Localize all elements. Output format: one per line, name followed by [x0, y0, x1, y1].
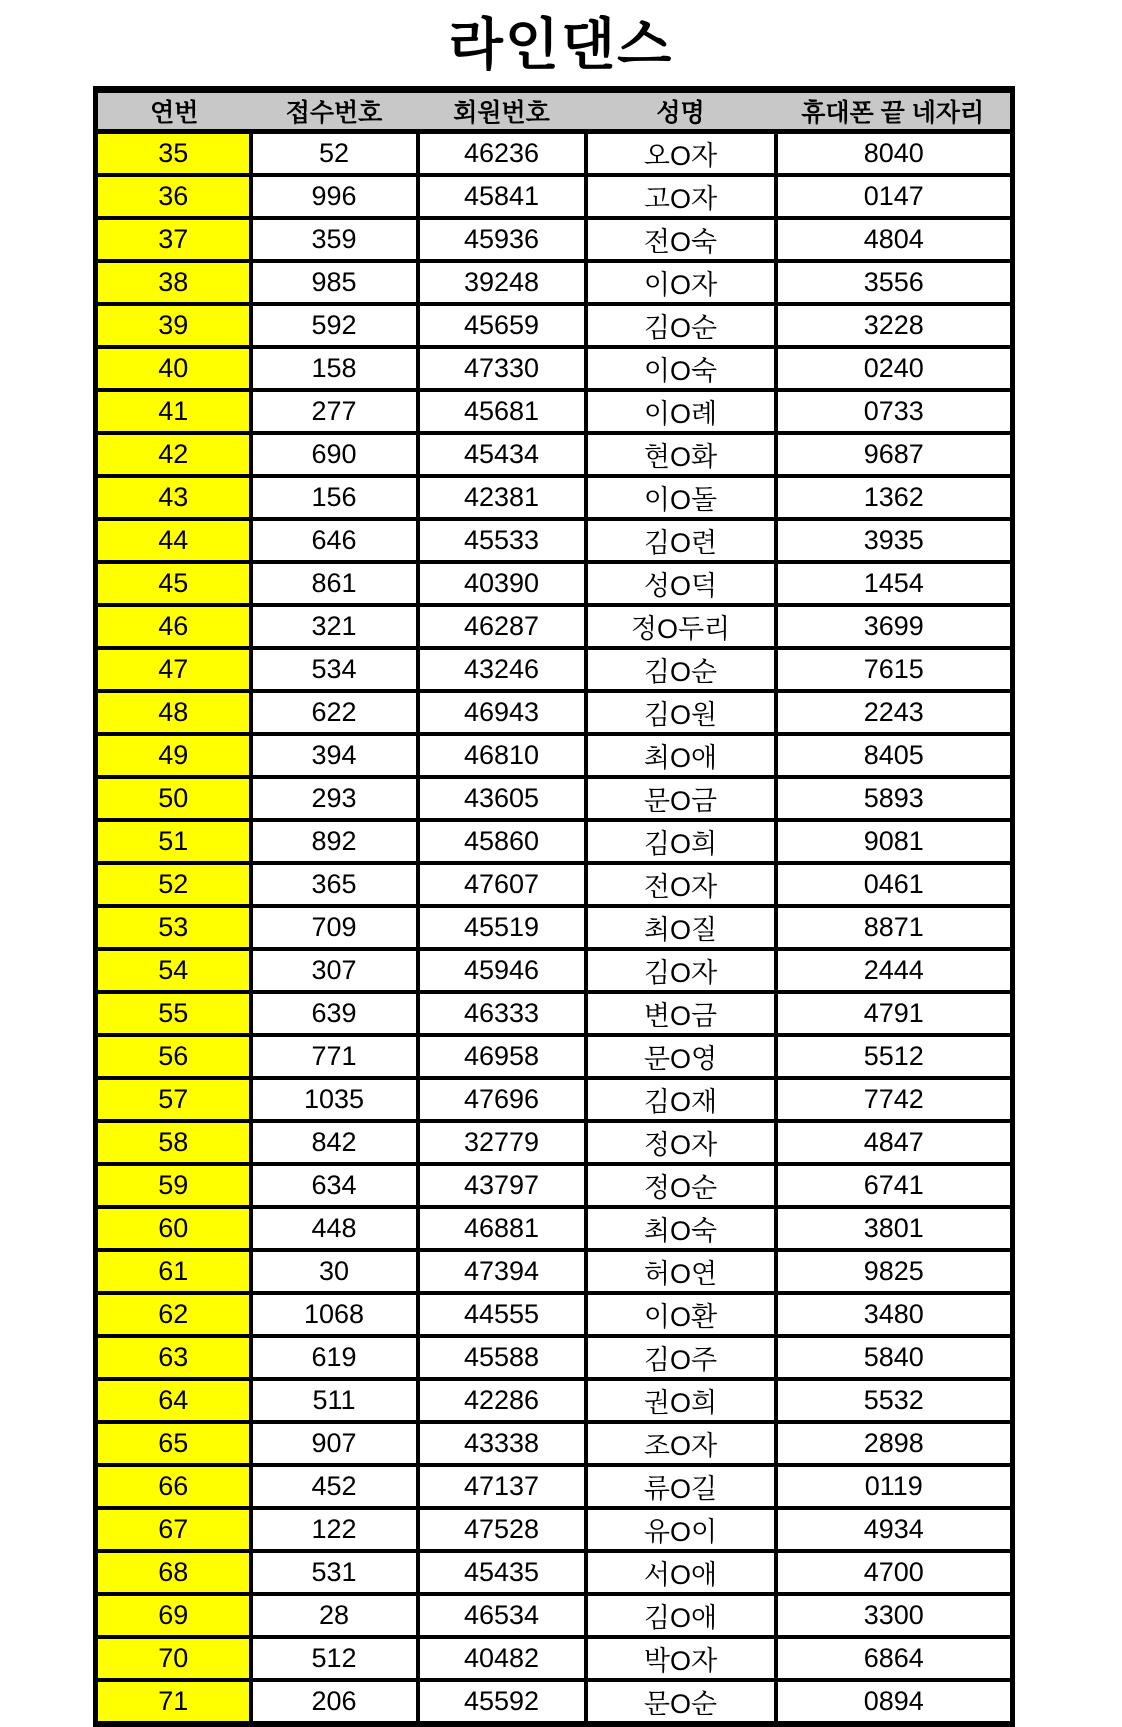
- receipt-no-cell: 907: [251, 1422, 418, 1465]
- member-no-cell: 32779: [418, 1121, 586, 1164]
- phone-last4-cell: 2444: [776, 949, 1013, 992]
- name-cell: 김O순: [586, 304, 776, 347]
- name-cell: 오O자: [586, 131, 776, 175]
- serial-cell: 35: [96, 131, 251, 175]
- receipt-no-cell: 619: [251, 1336, 418, 1379]
- serial-cell: 51: [96, 820, 251, 863]
- name-cell: 이O환: [586, 1293, 776, 1336]
- table-row: [96, 906, 1013, 949]
- phone-last4-cell: 0240: [776, 347, 1013, 390]
- table-row: [96, 992, 1013, 1035]
- receipt-no-cell: 28: [251, 1594, 418, 1637]
- phone-last4-cell: 4791: [776, 992, 1013, 1035]
- phone-last4-cell: 3935: [776, 519, 1013, 562]
- name-cell: 성O덕: [586, 562, 776, 605]
- receipt-no-cell: 158: [251, 347, 418, 390]
- member-no-cell: 45592: [418, 1680, 586, 1724]
- name-cell: 문O금: [586, 777, 776, 820]
- serial-cell: 59: [96, 1164, 251, 1207]
- phone-last4-cell: 0461: [776, 863, 1013, 906]
- header-member-no: 회원번호: [418, 89, 586, 131]
- phone-last4-cell: 0894: [776, 1680, 1013, 1724]
- roster-table: [93, 86, 1015, 1727]
- phone-last4-cell: 9687: [776, 433, 1013, 476]
- member-no-cell: 40390: [418, 562, 586, 605]
- table-row: [96, 1551, 1013, 1594]
- serial-cell: 50: [96, 777, 251, 820]
- receipt-no-cell: 448: [251, 1207, 418, 1250]
- phone-last4-cell: 7742: [776, 1078, 1013, 1121]
- phone-last4-cell: 3228: [776, 304, 1013, 347]
- table-row: [96, 131, 1013, 175]
- name-cell: 김O애: [586, 1594, 776, 1637]
- serial-cell: 46: [96, 605, 251, 648]
- phone-last4-cell: 4847: [776, 1121, 1013, 1164]
- receipt-no-cell: 122: [251, 1508, 418, 1551]
- phone-last4-cell: 3801: [776, 1207, 1013, 1250]
- name-cell: 고O자: [586, 175, 776, 218]
- table-row: [96, 605, 1013, 648]
- name-cell: 이O돌: [586, 476, 776, 519]
- table-row: [96, 1336, 1013, 1379]
- name-cell: 이O례: [586, 390, 776, 433]
- member-no-cell: 45533: [418, 519, 586, 562]
- name-cell: 김O주: [586, 1336, 776, 1379]
- table-row: [96, 1207, 1013, 1250]
- phone-last4-cell: 0119: [776, 1465, 1013, 1508]
- table-row: [96, 1594, 1013, 1637]
- serial-cell: 44: [96, 519, 251, 562]
- receipt-no-cell: 156: [251, 476, 418, 519]
- name-cell: 유O이: [586, 1508, 776, 1551]
- table-row: [96, 261, 1013, 304]
- serial-cell: 41: [96, 390, 251, 433]
- receipt-no-cell: 996: [251, 175, 418, 218]
- table-row: [96, 1508, 1013, 1551]
- phone-last4-cell: 8405: [776, 734, 1013, 777]
- table-row: [96, 863, 1013, 906]
- name-cell: 정O두리: [586, 605, 776, 648]
- phone-last4-cell: 4934: [776, 1508, 1013, 1551]
- table-row: [96, 1078, 1013, 1121]
- table-row: [96, 1379, 1013, 1422]
- phone-last4-cell: 6741: [776, 1164, 1013, 1207]
- phone-last4-cell: 1362: [776, 476, 1013, 519]
- serial-cell: 66: [96, 1465, 251, 1508]
- name-cell: 김O련: [586, 519, 776, 562]
- receipt-no-cell: 321: [251, 605, 418, 648]
- phone-last4-cell: 3699: [776, 605, 1013, 648]
- member-no-cell: 45860: [418, 820, 586, 863]
- receipt-no-cell: 359: [251, 218, 418, 261]
- receipt-no-cell: 293: [251, 777, 418, 820]
- serial-cell: 53: [96, 906, 251, 949]
- serial-cell: 55: [96, 992, 251, 1035]
- table-row: [96, 433, 1013, 476]
- serial-cell: 60: [96, 1207, 251, 1250]
- name-cell: 이O숙: [586, 347, 776, 390]
- name-cell: 권O희: [586, 1379, 776, 1422]
- header-row: [96, 89, 1013, 131]
- phone-last4-cell: 5512: [776, 1035, 1013, 1078]
- table-row: [96, 562, 1013, 605]
- serial-cell: 57: [96, 1078, 251, 1121]
- receipt-no-cell: 639: [251, 992, 418, 1035]
- serial-cell: 62: [96, 1293, 251, 1336]
- member-no-cell: 46943: [418, 691, 586, 734]
- name-cell: 변O금: [586, 992, 776, 1035]
- receipt-no-cell: 892: [251, 820, 418, 863]
- name-cell: 문O영: [586, 1035, 776, 1078]
- serial-cell: 61: [96, 1250, 251, 1293]
- serial-cell: 67: [96, 1508, 251, 1551]
- serial-cell: 65: [96, 1422, 251, 1465]
- serial-cell: 40: [96, 347, 251, 390]
- member-no-cell: 45936: [418, 218, 586, 261]
- receipt-no-cell: 592: [251, 304, 418, 347]
- name-cell: 최O애: [586, 734, 776, 777]
- phone-last4-cell: 3300: [776, 1594, 1013, 1637]
- member-no-cell: 45434: [418, 433, 586, 476]
- phone-last4-cell: 3556: [776, 261, 1013, 304]
- name-cell: 최O숙: [586, 1207, 776, 1250]
- phone-last4-cell: 2243: [776, 691, 1013, 734]
- table-row: [96, 691, 1013, 734]
- member-no-cell: 45681: [418, 390, 586, 433]
- receipt-no-cell: 1035: [251, 1078, 418, 1121]
- receipt-no-cell: 531: [251, 1551, 418, 1594]
- serial-cell: 56: [96, 1035, 251, 1078]
- serial-cell: 42: [96, 433, 251, 476]
- header-phone-last4: 휴대폰 끝 네자리: [776, 89, 1013, 131]
- member-no-cell: 42381: [418, 476, 586, 519]
- member-no-cell: 45659: [418, 304, 586, 347]
- table-row: [96, 1465, 1013, 1508]
- table-row: [96, 1637, 1013, 1680]
- phone-last4-cell: 4804: [776, 218, 1013, 261]
- receipt-no-cell: 771: [251, 1035, 418, 1078]
- table-row: [96, 390, 1013, 433]
- member-no-cell: 47607: [418, 863, 586, 906]
- serial-cell: 69: [96, 1594, 251, 1637]
- table-row: [96, 175, 1013, 218]
- serial-cell: 38: [96, 261, 251, 304]
- table-row: [96, 734, 1013, 777]
- name-cell: 김O순: [586, 648, 776, 691]
- phone-last4-cell: 5840: [776, 1336, 1013, 1379]
- phone-last4-cell: 8871: [776, 906, 1013, 949]
- member-no-cell: 43338: [418, 1422, 586, 1465]
- table-row: [96, 519, 1013, 562]
- name-cell: 조O자: [586, 1422, 776, 1465]
- member-no-cell: 42286: [418, 1379, 586, 1422]
- header-serial: 연번: [96, 89, 251, 131]
- phone-last4-cell: 9081: [776, 820, 1013, 863]
- member-no-cell: 45519: [418, 906, 586, 949]
- receipt-no-cell: 646: [251, 519, 418, 562]
- table-row: [96, 304, 1013, 347]
- serial-cell: 45: [96, 562, 251, 605]
- receipt-no-cell: 634: [251, 1164, 418, 1207]
- member-no-cell: 47330: [418, 347, 586, 390]
- serial-cell: 71: [96, 1680, 251, 1724]
- serial-cell: 49: [96, 734, 251, 777]
- receipt-no-cell: 394: [251, 734, 418, 777]
- name-cell: 최O질: [586, 906, 776, 949]
- name-cell: 김O재: [586, 1078, 776, 1121]
- phone-last4-cell: 1454: [776, 562, 1013, 605]
- member-no-cell: 43246: [418, 648, 586, 691]
- member-no-cell: 46287: [418, 605, 586, 648]
- header-receipt-no: 접수번호: [251, 89, 418, 131]
- receipt-no-cell: 206: [251, 1680, 418, 1724]
- phone-last4-cell: 6864: [776, 1637, 1013, 1680]
- receipt-no-cell: 534: [251, 648, 418, 691]
- member-no-cell: 43605: [418, 777, 586, 820]
- phone-last4-cell: 0733: [776, 390, 1013, 433]
- table-row: [96, 820, 1013, 863]
- member-no-cell: 45841: [418, 175, 586, 218]
- serial-cell: 47: [96, 648, 251, 691]
- receipt-no-cell: 861: [251, 562, 418, 605]
- receipt-no-cell: 307: [251, 949, 418, 992]
- header-name: 성명: [586, 89, 776, 131]
- table-row: [96, 648, 1013, 691]
- member-no-cell: 46333: [418, 992, 586, 1035]
- receipt-no-cell: 452: [251, 1465, 418, 1508]
- table-row: [96, 949, 1013, 992]
- serial-cell: 52: [96, 863, 251, 906]
- name-cell: 김O자: [586, 949, 776, 992]
- receipt-no-cell: 277: [251, 390, 418, 433]
- receipt-no-cell: 30: [251, 1250, 418, 1293]
- phone-last4-cell: 5893: [776, 777, 1013, 820]
- serial-cell: 63: [96, 1336, 251, 1379]
- receipt-no-cell: 709: [251, 906, 418, 949]
- receipt-no-cell: 622: [251, 691, 418, 734]
- receipt-no-cell: 690: [251, 433, 418, 476]
- receipt-no-cell: 985: [251, 261, 418, 304]
- name-cell: 허O연: [586, 1250, 776, 1293]
- member-no-cell: 47696: [418, 1078, 586, 1121]
- serial-cell: 37: [96, 218, 251, 261]
- phone-last4-cell: 5532: [776, 1379, 1013, 1422]
- name-cell: 전O숙: [586, 218, 776, 261]
- table-row: [96, 1164, 1013, 1207]
- serial-cell: 39: [96, 304, 251, 347]
- receipt-no-cell: 1068: [251, 1293, 418, 1336]
- table-row: [96, 1293, 1013, 1336]
- member-no-cell: 46236: [418, 131, 586, 175]
- serial-cell: 68: [96, 1551, 251, 1594]
- serial-cell: 64: [96, 1379, 251, 1422]
- table-row: [96, 1121, 1013, 1164]
- phone-last4-cell: 3480: [776, 1293, 1013, 1336]
- table-row: [96, 347, 1013, 390]
- name-cell: 김O희: [586, 820, 776, 863]
- page-title: 라인댄스: [448, 13, 674, 76]
- table-row: [96, 476, 1013, 519]
- receipt-no-cell: 511: [251, 1379, 418, 1422]
- member-no-cell: 47137: [418, 1465, 586, 1508]
- phone-last4-cell: 2898: [776, 1422, 1013, 1465]
- member-no-cell: 45588: [418, 1336, 586, 1379]
- phone-last4-cell: 4700: [776, 1551, 1013, 1594]
- member-no-cell: 40482: [418, 1637, 586, 1680]
- serial-cell: 54: [96, 949, 251, 992]
- member-no-cell: 39248: [418, 261, 586, 304]
- table-row: [96, 1680, 1013, 1724]
- table-body: [96, 131, 1013, 1724]
- table-row: [96, 1422, 1013, 1465]
- table-row: [96, 1035, 1013, 1078]
- member-no-cell: 46958: [418, 1035, 586, 1078]
- table-row: [96, 218, 1013, 261]
- member-no-cell: 46881: [418, 1207, 586, 1250]
- member-no-cell: 45435: [418, 1551, 586, 1594]
- phone-last4-cell: 7615: [776, 648, 1013, 691]
- phone-last4-cell: 8040: [776, 131, 1013, 175]
- serial-cell: 43: [96, 476, 251, 519]
- receipt-no-cell: 512: [251, 1637, 418, 1680]
- member-no-cell: 43797: [418, 1164, 586, 1207]
- name-cell: 정O자: [586, 1121, 776, 1164]
- member-no-cell: 44555: [418, 1293, 586, 1336]
- name-cell: 정O순: [586, 1164, 776, 1207]
- member-no-cell: 46534: [418, 1594, 586, 1637]
- receipt-no-cell: 52: [251, 131, 418, 175]
- table-header: [96, 89, 1013, 131]
- serial-cell: 70: [96, 1637, 251, 1680]
- receipt-no-cell: 842: [251, 1121, 418, 1164]
- table-row: [96, 1250, 1013, 1293]
- receipt-no-cell: 365: [251, 863, 418, 906]
- name-cell: 현O화: [586, 433, 776, 476]
- member-no-cell: 47394: [418, 1250, 586, 1293]
- member-no-cell: 45946: [418, 949, 586, 992]
- serial-cell: 36: [96, 175, 251, 218]
- name-cell: 문O순: [586, 1680, 776, 1724]
- name-cell: 류O길: [586, 1465, 776, 1508]
- name-cell: 서O애: [586, 1551, 776, 1594]
- name-cell: 김O원: [586, 691, 776, 734]
- name-cell: 박O자: [586, 1637, 776, 1680]
- member-no-cell: 47528: [418, 1508, 586, 1551]
- table-row: [96, 777, 1013, 820]
- serial-cell: 58: [96, 1121, 251, 1164]
- serial-cell: 48: [96, 691, 251, 734]
- phone-last4-cell: 0147: [776, 175, 1013, 218]
- phone-last4-cell: 9825: [776, 1250, 1013, 1293]
- name-cell: 이O자: [586, 261, 776, 304]
- name-cell: 전O자: [586, 863, 776, 906]
- member-no-cell: 46810: [418, 734, 586, 777]
